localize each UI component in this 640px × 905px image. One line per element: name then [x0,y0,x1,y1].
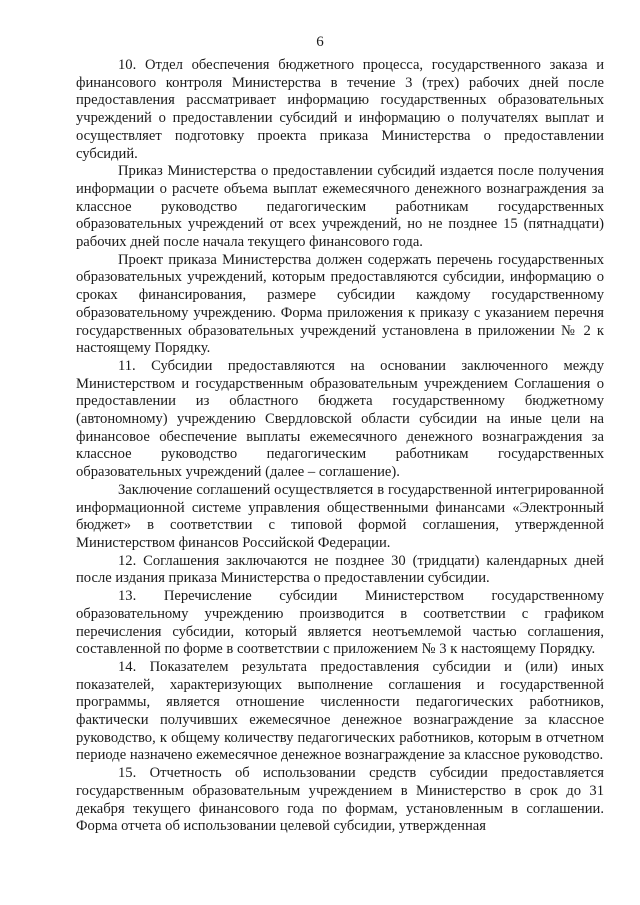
paragraph-agreement-conclusion: Заключение соглашений осуществляется в государственной интегрированной информационной системе управления общественными финансами «Электронный бюджет» в соответствии с типовой формой соглашения, утвержденной Министерством финансов Российской Федерации. [76,481,604,551]
page-number: 6 [316,34,324,50]
paragraph-11: 11. Субсидии предоставляются на основании заключенного между Министерством и государственным образовательным учреждением Соглашения о предоставлении из областного бюджета государственному бюджетному (автономному) учреждению Свердловской области субсидии на иные цели на финансовое обеспечение выплаты ежемесячного денежного вознаграждения за классное руководство педагогическим работникам государственных образовательных учреждений (далее – соглашение). [76,357,604,481]
paragraph-15: 15. Отчетность об использовании средств субсидии предоставляется государственным образовательным учреждением в Министерство в срок до 31 декабря текущего финансового года по формам, установленным в соглашении. Форма отчета об использовании целевой субсидии, утвержденная [76,765,604,835]
paragraph-12: 12. Соглашения заключаются не позднее 30 (тридцати) календарных дней после издания приказа Министерства о предоставлении субсидии. [76,552,604,587]
paragraph-13: 13. Перечисление субсидии Министерством государственному образовательному учреждению производится в соответствии с графиком перечисления субсидии, который является неотъемлемой частью соглашения, составленной по форме в соответствии с приложением № 3 к настоящему Порядку. [76,588,604,658]
paragraph-14: 14. Показателем результата предоставления субсидии и (или) иных показателей, характеризующих выполнение соглашения и государственной программы, является отношение численности педагогических работников, фактически получивших ежемесячное денежное вознаграждение за классное руководство, к общему количеству педагогических работников, которым в отчетном периоде назначено ежемесячное денежное вознаграждение за классное руководство. [76,658,604,764]
document-body [76,57,604,836]
paragraph-order-issue: Приказ Министерства о предоставлении субсидий издается после получения информации о расчете объема выплат ежемесячного денежного вознаграждения за классное руководство педагогическим работникам государственных образовательных учреждений от всех учреждений, но не позднее 15 (пятнадцати) рабочих дней после начала текущего финансового года. [76,163,604,251]
paragraph-order-draft: Проект приказа Министерства должен содержать перечень государственных образовательных учреждений, которым предоставляются субсидии, информацию о сроках финансирования, размере субсидии каждому государственному образовательному учреждению. Форма приложения к приказу с указанием перечня государственных образовательных учреждений установлена в приложении № 2 к настоящему Порядку. [76,251,604,357]
paragraph-10: 10. Отдел обеспечения бюджетного процесса, государственного заказа и финансового контроля Министерства в течение 3 (трех) рабочих дней после предоставления рассматривает информацию государственных образовательных учреждений о предоставлении субсидий и информацию о получателях выплат и осуществляет подготовку проекта приказа Министерства о предоставлении субсидий. [76,57,604,162]
